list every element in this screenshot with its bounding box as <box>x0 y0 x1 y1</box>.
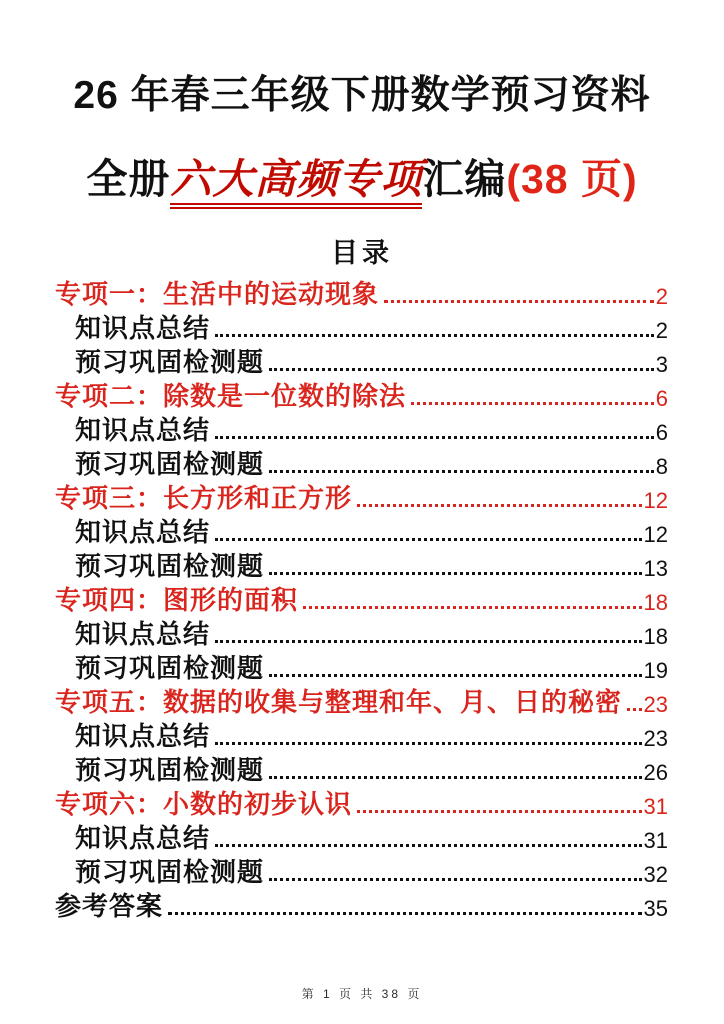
toc-entry-label: 预习巩固检测题 <box>75 551 265 582</box>
toc-entry-label: 专项二：除数是一位数的除法 <box>55 381 407 412</box>
toc-entry-label: 预习巩固检测题 <box>75 347 265 378</box>
toc-entry-page: 23 <box>643 725 668 751</box>
toc-entry-label: 知识点总结 <box>75 517 211 548</box>
toc-entry[interactable] <box>55 412 668 446</box>
toc-leader-dots <box>411 402 654 405</box>
toc-entry-label: 知识点总结 <box>75 313 211 344</box>
toc-entry[interactable] <box>55 650 668 684</box>
toc-entry-label: 预习巩固检测题 <box>75 653 265 684</box>
toc-entry[interactable] <box>55 582 668 616</box>
toc-entry-label: 知识点总结 <box>75 619 211 650</box>
toc-entry-page: 26 <box>643 759 668 785</box>
toc-leader-dots <box>269 572 642 575</box>
toc-entry-page: 12 <box>643 487 668 513</box>
toc-entry[interactable] <box>55 276 668 310</box>
toc-entry-page: 18 <box>643 623 668 649</box>
toc-entry[interactable] <box>55 684 668 718</box>
toc-entry-page: 23 <box>643 691 668 717</box>
toc-entry-page: 12 <box>643 521 668 547</box>
toc-entry-label: 专项一：生活中的运动现象 <box>55 279 380 310</box>
toc-entry[interactable] <box>55 888 668 922</box>
toc-leader-dots <box>269 368 654 371</box>
toc-leader-dots <box>215 844 642 847</box>
toc-leader-dots <box>303 606 642 609</box>
toc-entry-page: 8 <box>655 453 668 479</box>
toc-entry[interactable] <box>55 514 668 548</box>
toc-entry[interactable] <box>55 616 668 650</box>
toc-leader-dots <box>269 878 642 881</box>
toc-entry-page: 31 <box>643 827 668 853</box>
toc-entry[interactable] <box>55 548 668 582</box>
toc-entry-page: 18 <box>643 589 668 615</box>
toc-leader-dots <box>215 640 642 643</box>
toc-entry[interactable] <box>55 310 668 344</box>
subtitle-pages-note: (38 页) <box>506 156 638 202</box>
toc-entry-label: 专项六：小数的初步认识 <box>55 789 353 820</box>
toc-leader-dots <box>269 470 654 473</box>
toc-entry-page: 19 <box>643 657 668 683</box>
toc-leader-dots <box>215 538 642 541</box>
toc-entry-page: 6 <box>655 385 668 411</box>
toc-entry-page: 2 <box>655 283 668 309</box>
toc-entry-page: 32 <box>643 861 668 887</box>
toc-leader-dots <box>357 504 642 507</box>
toc-entry[interactable] <box>55 820 668 854</box>
toc-entry-label: 专项四：图形的面积 <box>55 585 299 616</box>
toc-entry-label: 参考答案 <box>55 891 164 922</box>
toc-entry-label: 预习巩固检测题 <box>75 857 265 888</box>
footer-page-indicator: 第 1 页 共 38 页 <box>301 987 423 1001</box>
toc-entry[interactable] <box>55 854 668 888</box>
toc-entry-label: 知识点总结 <box>75 415 211 446</box>
toc-entry[interactable] <box>55 752 668 786</box>
page-title: 26 年春三年级下册数学预习资料 <box>73 74 651 117</box>
toc-entry[interactable] <box>55 480 668 514</box>
toc-leader-dots <box>384 300 654 303</box>
toc-entry[interactable] <box>55 786 668 820</box>
toc-leader-dots <box>215 334 654 337</box>
toc-heading: 目录 <box>331 238 393 268</box>
subtitle-highlight: 六大高频专项 <box>170 156 422 209</box>
page-subtitle <box>0 146 724 205</box>
toc-entry-label: 专项五：数据的收集与整理和年、月、日的秘密 <box>55 687 623 718</box>
toc-entry-page: 35 <box>643 895 668 921</box>
toc-leader-dots <box>357 810 642 813</box>
toc-entry[interactable] <box>55 718 668 752</box>
toc-entry[interactable] <box>55 344 668 378</box>
toc-leader-dots <box>215 436 654 439</box>
toc-entry-page: 3 <box>655 351 668 377</box>
toc-entry-label: 预习巩固检测题 <box>75 449 265 480</box>
toc-entry-page: 31 <box>643 793 668 819</box>
toc-entry-label: 知识点总结 <box>75 823 211 854</box>
toc-list <box>55 276 668 922</box>
toc-entry-page: 13 <box>643 555 668 581</box>
toc-entry-page: 2 <box>655 317 668 343</box>
subtitle-middle: 汇编 <box>422 156 507 202</box>
toc-leader-dots <box>215 742 642 745</box>
toc-entry-label: 专项三：长方形和正方形 <box>55 483 353 514</box>
toc-entry[interactable] <box>55 378 668 412</box>
toc-leader-dots <box>269 776 642 779</box>
toc-entry-page: 6 <box>655 419 668 445</box>
toc-leader-dots <box>269 674 642 677</box>
toc-entry[interactable] <box>55 446 668 480</box>
toc-leader-dots <box>168 912 642 915</box>
toc-entry-label: 知识点总结 <box>75 721 211 752</box>
toc-leader-dots <box>627 708 642 711</box>
toc-entry-label: 预习巩固检测题 <box>75 755 265 786</box>
subtitle-prefix: 全册 <box>86 156 171 202</box>
